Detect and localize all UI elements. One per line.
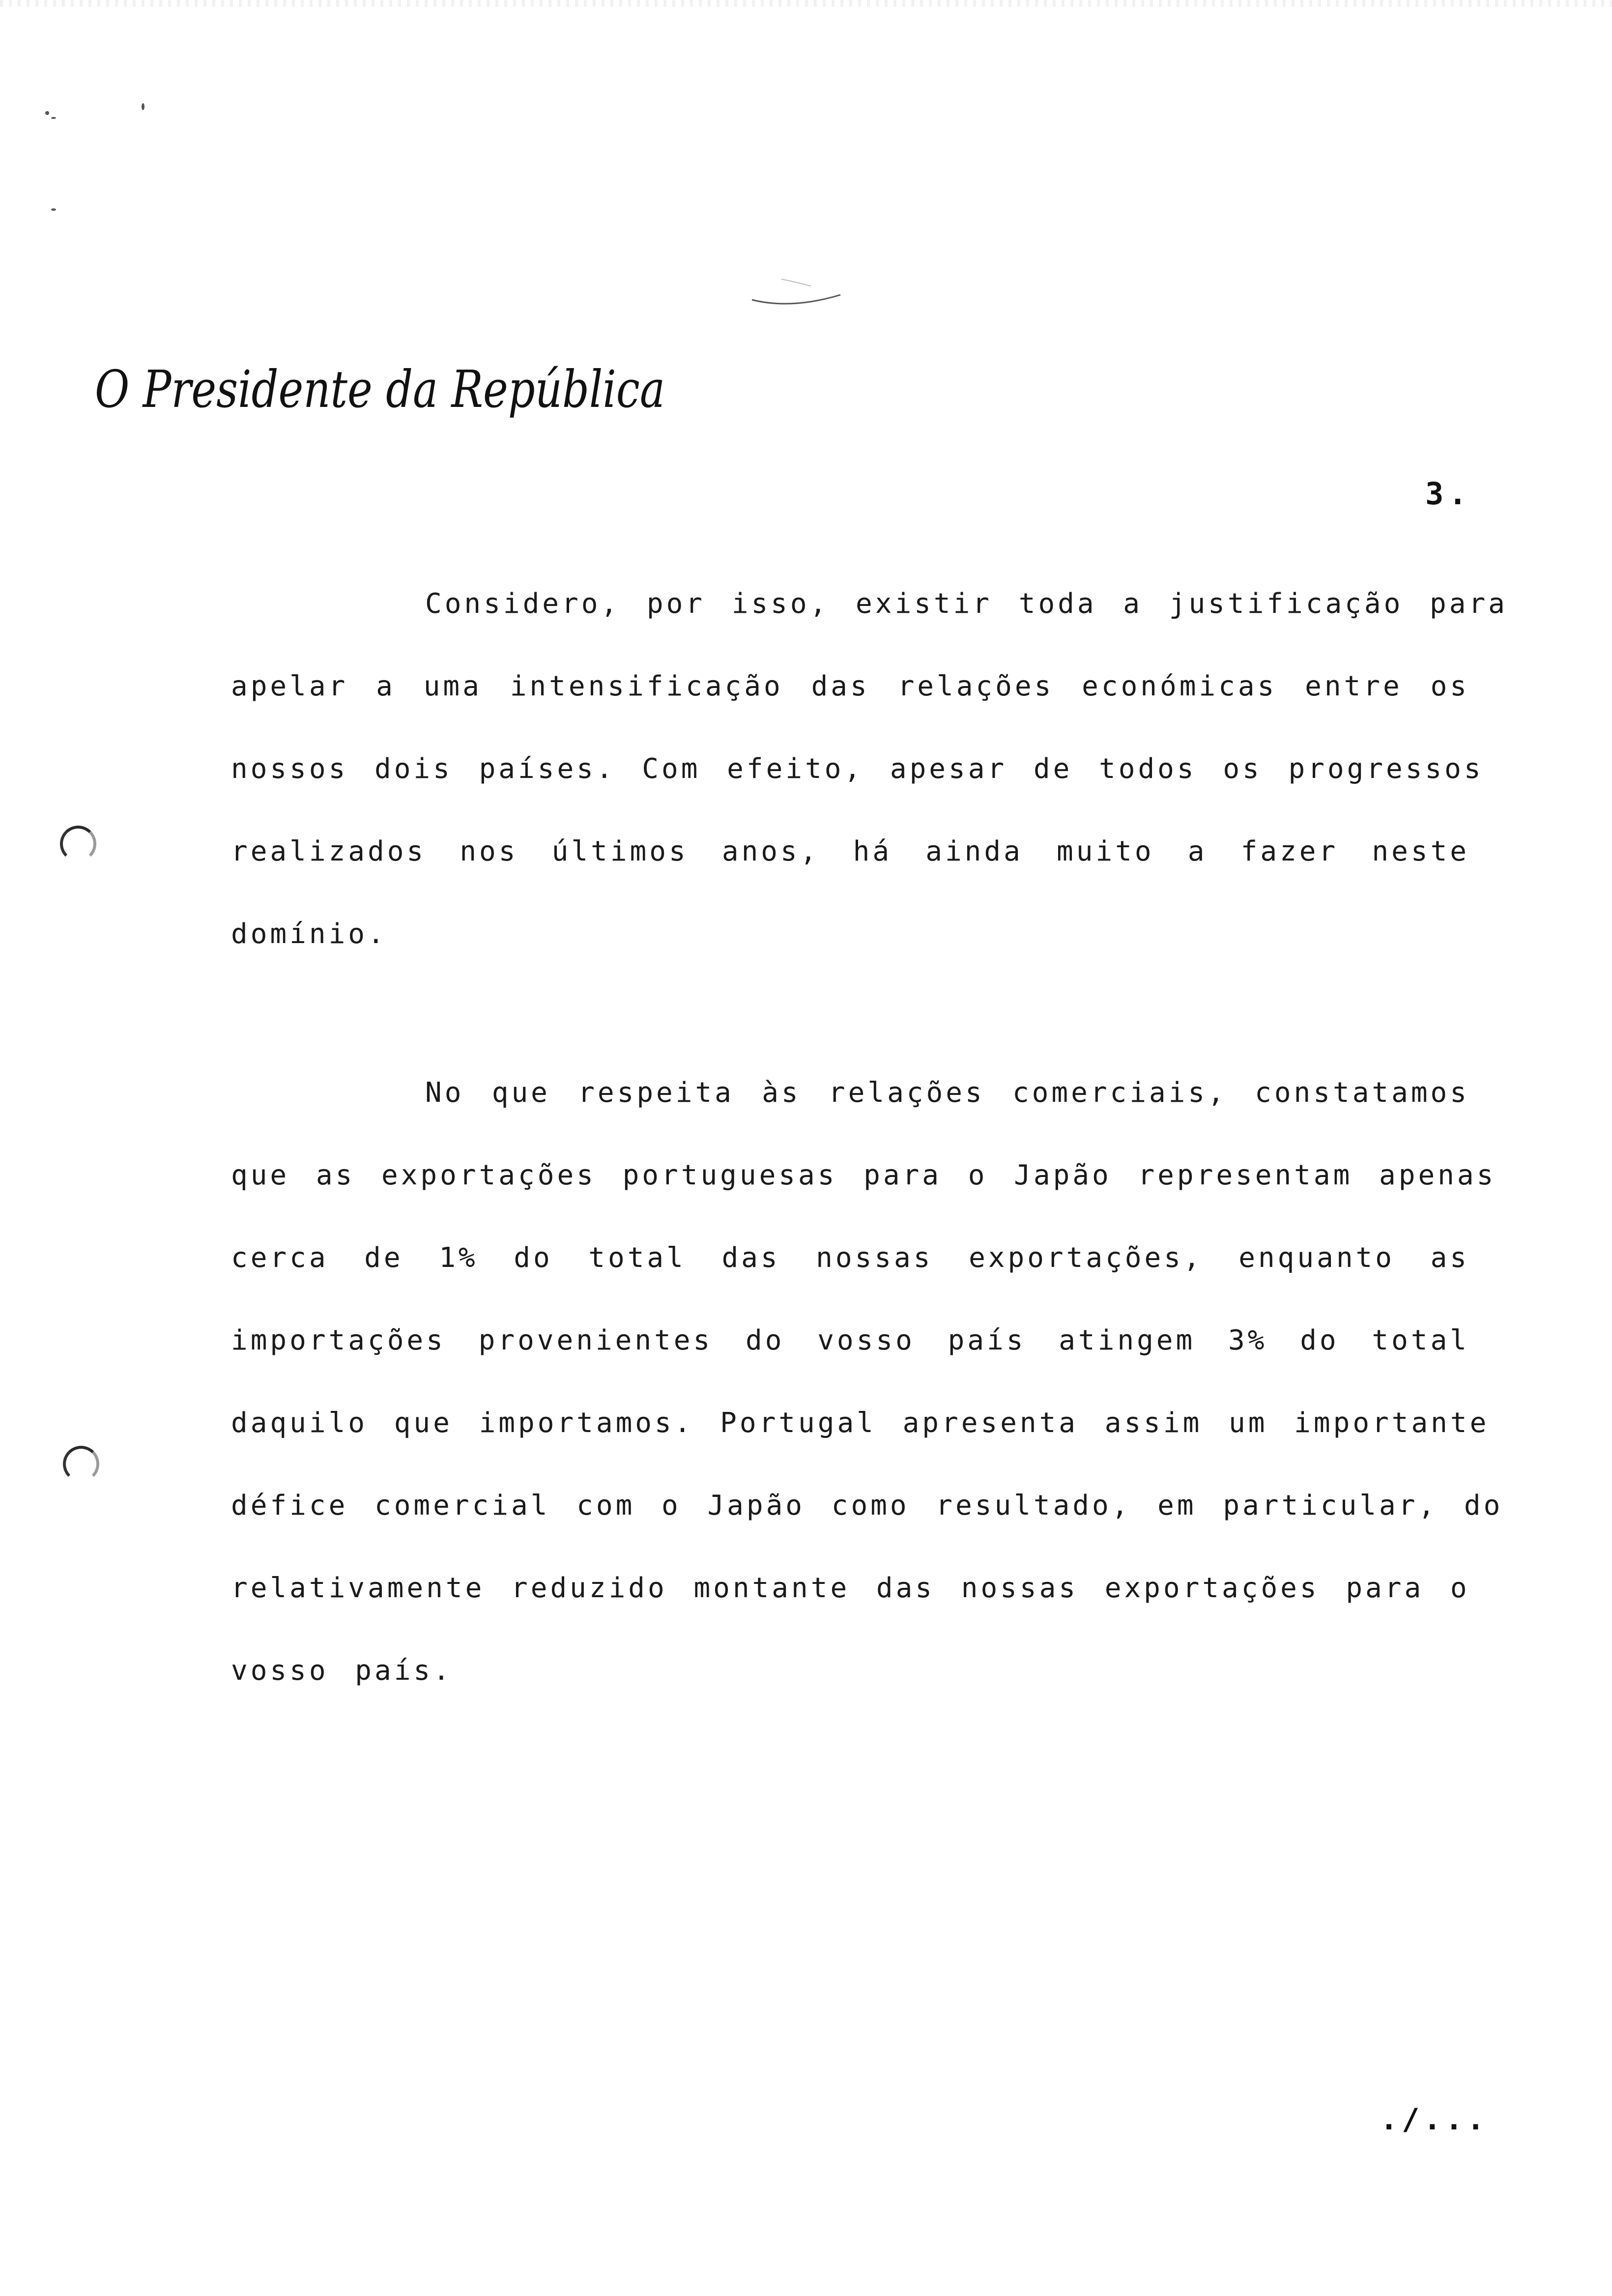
- scan-edge-artifact: [0, 0, 1612, 7]
- scan-speck: [51, 208, 56, 211]
- page-number: 3.: [1425, 476, 1472, 512]
- paragraph-line: vosso país.: [231, 1655, 453, 1687]
- punch-hole: [60, 826, 96, 862]
- paragraph-1: [231, 563, 1508, 976]
- paragraph-line: daquilo que importamos. Portugal apresenta assim um importante: [231, 1407, 1490, 1439]
- paragraph-line: défice comercial com o Japão como resultado, em particular, do: [231, 1490, 1503, 1521]
- continuation-mark: ./...: [1380, 2102, 1489, 2137]
- paragraph-line: que as exportações portuguesas para o Japão representam apenas: [231, 1159, 1497, 1191]
- letterhead-text: O Presidente da República: [95, 359, 665, 419]
- paragraph-line: apelar a uma intensificação das relações económicas entre os: [231, 670, 1469, 702]
- paragraph-2: [231, 1052, 1503, 1712]
- punch-hole: [63, 1446, 99, 1482]
- paragraph-line: No que respeita às relações comerciais, constatamos: [425, 1077, 1469, 1109]
- paragraph-line: cerca de 1% do total das nossas exportações, enquanto as: [231, 1242, 1469, 1274]
- paragraph-line: Considero, por isso, existir toda a justificação para: [425, 588, 1508, 620]
- scan-speck: [45, 111, 49, 115]
- paragraph-line: domínio.: [231, 918, 387, 950]
- letterhead: [91, 344, 671, 437]
- scan-speck: [51, 117, 56, 119]
- paragraph-line: nossos dois países. Com efeito, apesar de todos os progressos: [231, 753, 1484, 785]
- paragraph-line: relativamente reduzido montante das nossas exportações para o: [231, 1572, 1470, 1604]
- scan-arc-artifact: [747, 275, 845, 310]
- paragraph-line: realizados nos últimos anos, há ainda muito a fazer neste: [231, 835, 1469, 867]
- scan-speck: [142, 103, 144, 110]
- paragraph-line: importações provenientes do vosso país atingem 3% do total: [231, 1324, 1469, 1356]
